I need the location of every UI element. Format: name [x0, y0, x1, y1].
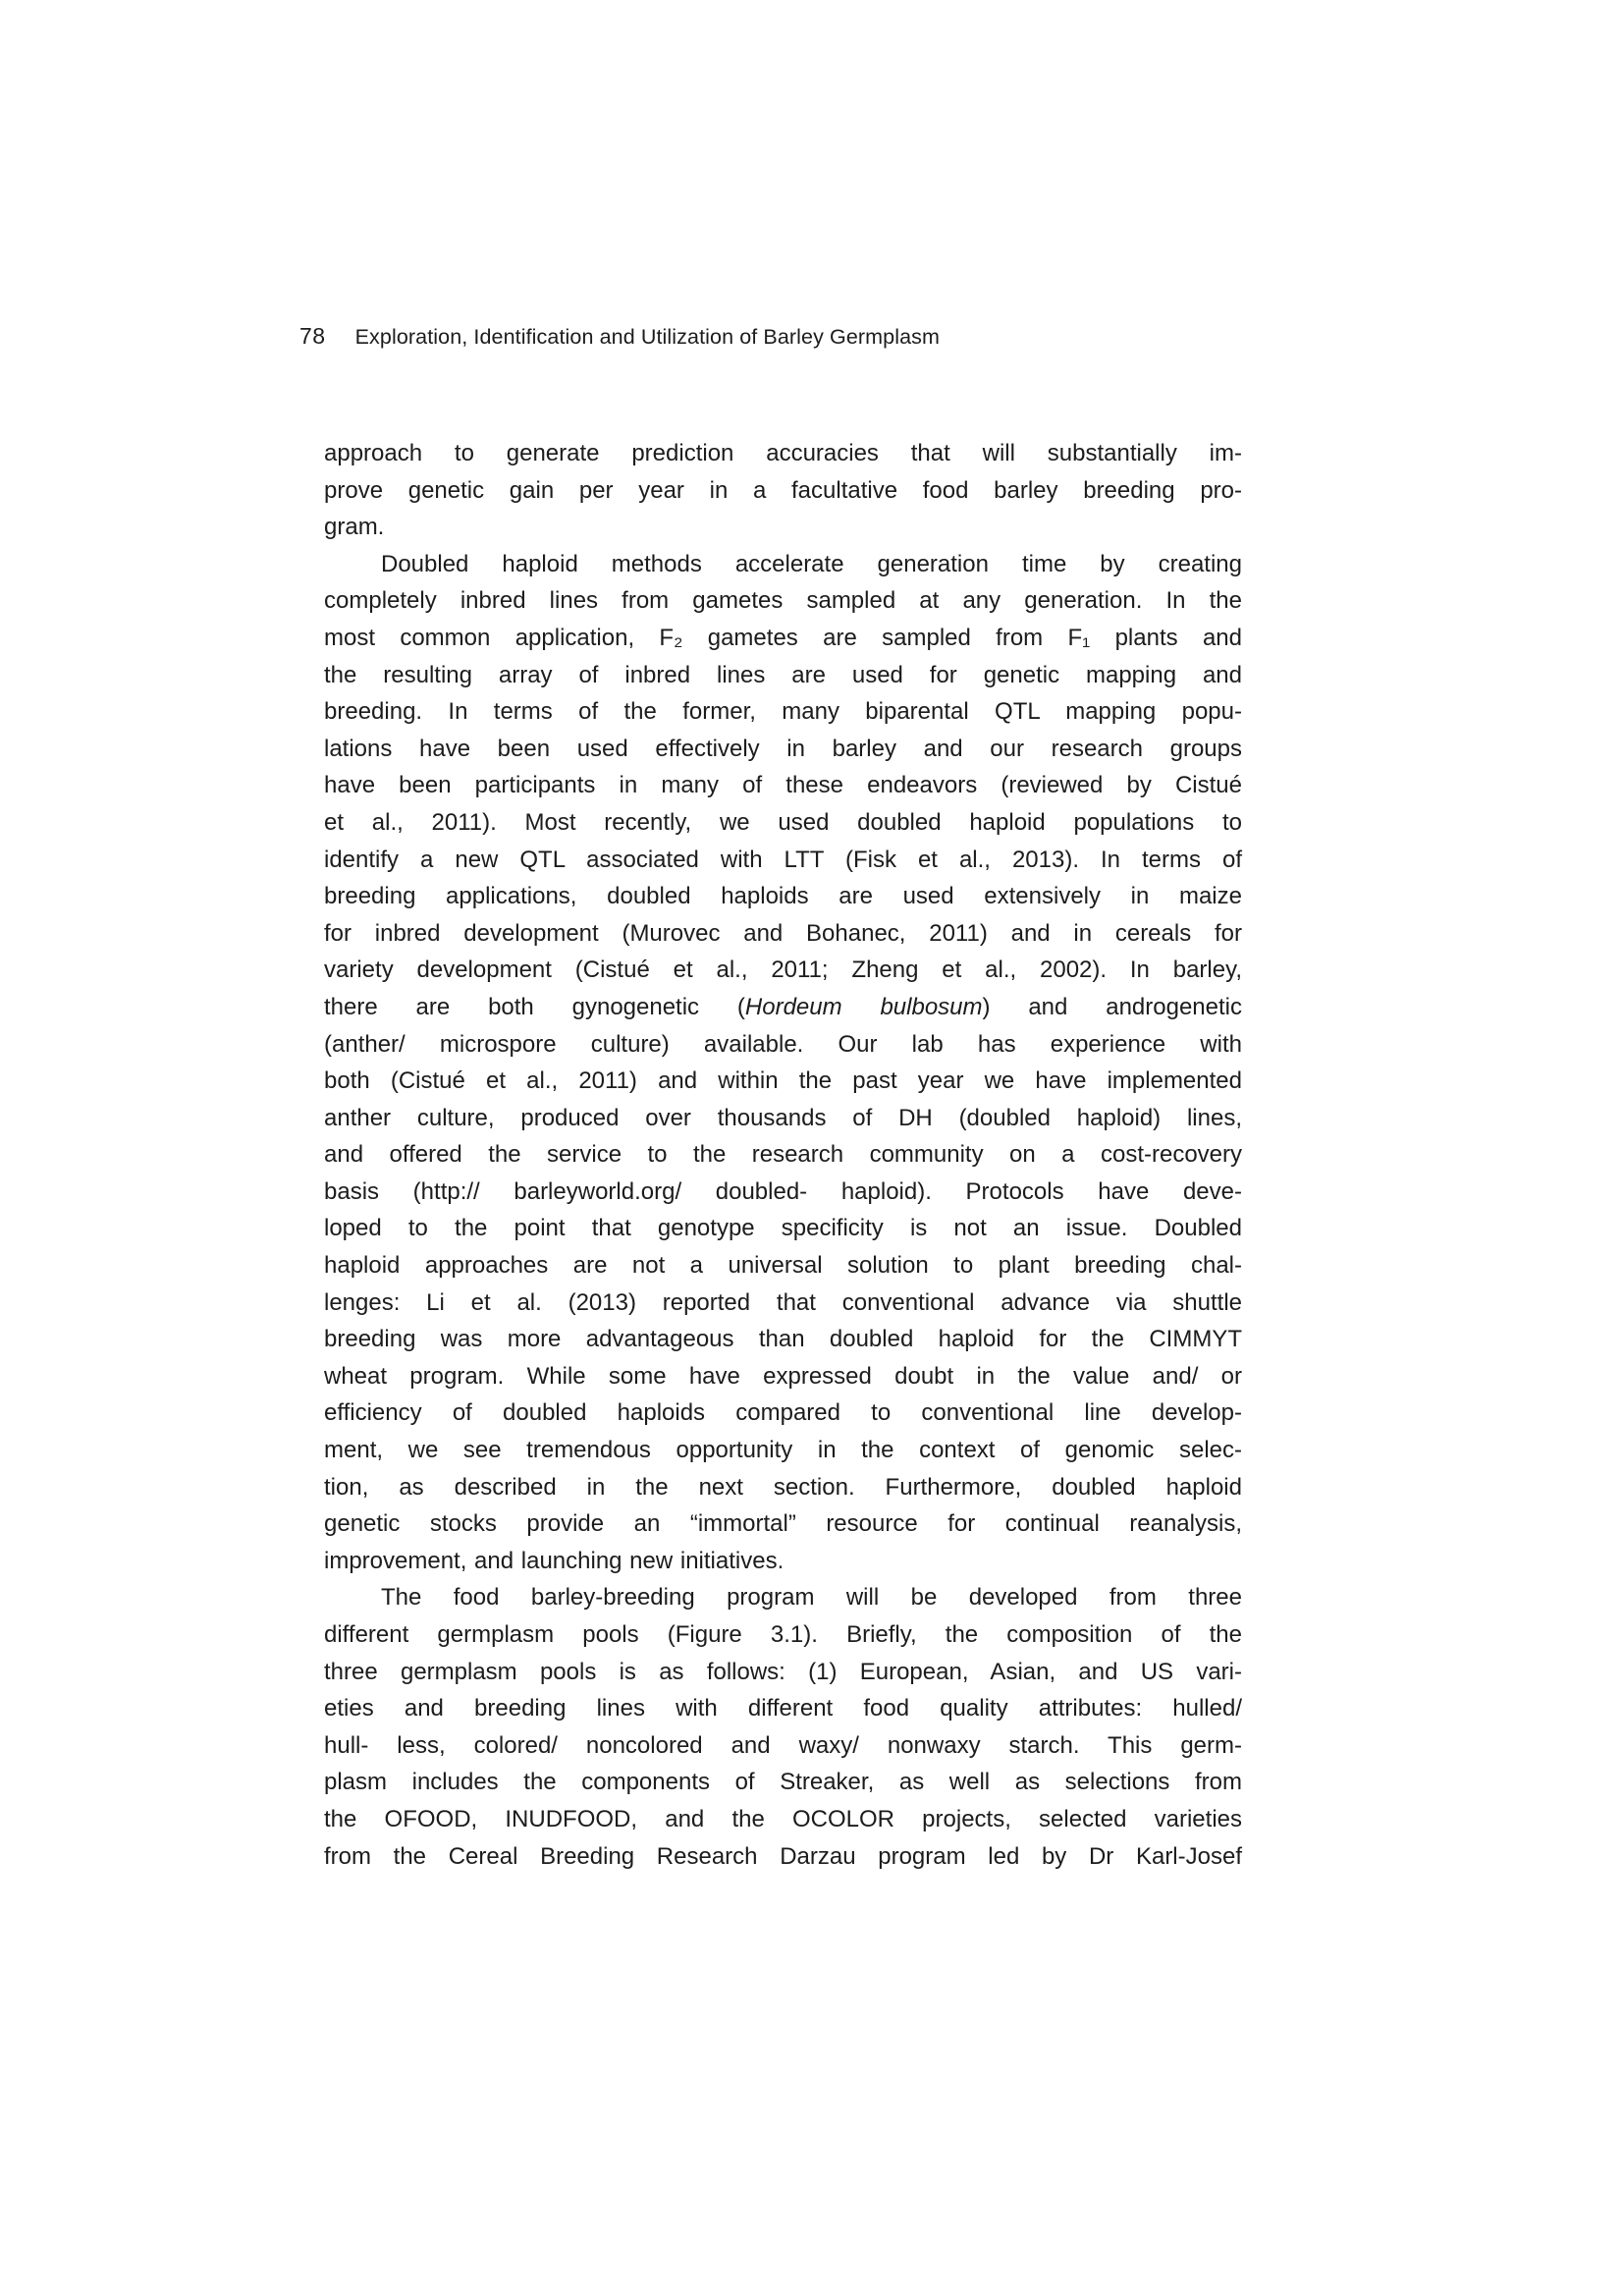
text-line: Doubled haploid methods accelerate generation time by creating — [381, 550, 1242, 577]
text-line: genetic stocks provide an “immortal” resource for continual reanalysis, — [324, 1510, 1242, 1538]
paragraph — [324, 1579, 1242, 1875]
text-line: ment, we see tremendous opportunity in the context of genomic selec- — [324, 1437, 1242, 1464]
text-line: gram. — [324, 514, 385, 541]
text-line: the OFOOD, INUDFOOD, and the OCOLOR projects, selected varieties — [324, 1805, 1242, 1832]
text-line: prove genetic gain per year in a facultative food barley breeding pro- — [324, 476, 1242, 504]
text-line: plasm includes the components of Streaker, as well as selections from — [324, 1769, 1242, 1796]
text-line: The food barley-breeding program will be developed from three — [381, 1584, 1242, 1612]
text-line: loped to the point that genotype specificity is not an issue. Doubled — [324, 1215, 1242, 1242]
text-line: and offered the service to the research community on a cost-recovery — [324, 1141, 1242, 1169]
text-line: there are both gynogenetic (Hordeum bulbosum) and androgenetic — [324, 993, 1242, 1020]
text-line: anther culture, produced over thousands of DH (doubled haploid) lines, — [324, 1104, 1242, 1131]
page-header — [299, 323, 940, 350]
text-line: breeding was more advantageous than doubled haploid for the CIMMYT — [324, 1326, 1242, 1353]
text-line: (anther/ microspore culture) available. Our lab has experience with — [324, 1030, 1242, 1058]
text-line: improvement, and launching new initiatives. — [324, 1547, 784, 1574]
text-line: tion, as described in the next section. Furthermore, doubled haploid — [324, 1473, 1242, 1501]
text-line: et al., 2011). Most recently, we used doubled haploid populations to — [324, 808, 1242, 836]
text-line: three germplasm pools is as follows: (1) European, Asian, and US vari- — [324, 1658, 1242, 1685]
paragraph — [324, 546, 1242, 1580]
text-line: approach to generate prediction accuracies that will substantially im- — [324, 440, 1242, 466]
text-line: basis (http:// barleyworld.org/ doubled- haploid). Protocols have deve- — [324, 1177, 1242, 1205]
text-line: variety development (Cistué et al., 2011; Zheng et al., 2002). In barley, — [324, 957, 1242, 984]
paragraph — [324, 435, 1242, 546]
text-line: lenges: Li et al. (2013) reported that conventional advance via shuttle — [324, 1288, 1242, 1316]
text-line: breeding. In terms of the former, many biparental QTL mapping popu- — [324, 698, 1242, 726]
text-line: from the Cereal Breeding Research Darzau program led by Dr Karl-Josef — [324, 1842, 1242, 1870]
text-line: completely inbred lines from gametes sampled at any generation. In the — [324, 587, 1242, 615]
text-line: have been participants in many of these endeavors (reviewed by Cistué — [324, 772, 1242, 799]
text-line: hull- less, colored/ noncolored and waxy/ nonwaxy starch. This germ- — [324, 1731, 1242, 1759]
body-text — [324, 435, 1242, 1875]
text-line: lations have been used effectively in barley and our research groups — [324, 735, 1242, 762]
text-line: for inbred development (Murovec and Bohanec, 2011) and in cereals for — [324, 919, 1242, 947]
text-line: breeding applications, doubled haploids are used extensively in maize — [324, 883, 1242, 910]
text-line: different germplasm pools (Figure 3.1). Briefly, the composition of the — [324, 1621, 1242, 1648]
running-title: Exploration, Identification and Utilization of Barley Germplasm — [354, 325, 941, 349]
text-line: identify a new QTL associated with LTT (Fisk et al., 2013). In terms of — [324, 846, 1242, 873]
text-line: efficiency of doubled haploids compared to conventional line develop- — [324, 1399, 1242, 1427]
text-line: wheat program. While some have expressed doubt in the value and/ or — [324, 1362, 1242, 1390]
text-line: both (Cistué et al., 2011) and within the past year we have implemented — [324, 1067, 1242, 1095]
page-number: 78 — [299, 323, 326, 349]
text-line: most common application, F₂ gametes are sampled from F₁ plants and — [324, 624, 1242, 651]
text-line: the resulting array of inbred lines are used for genetic mapping and — [324, 661, 1242, 688]
text-line: eties and breeding lines with different food quality attributes: hulled/ — [324, 1695, 1242, 1722]
text-line: haploid approaches are not a universal solution to plant breeding chal- — [324, 1252, 1242, 1280]
